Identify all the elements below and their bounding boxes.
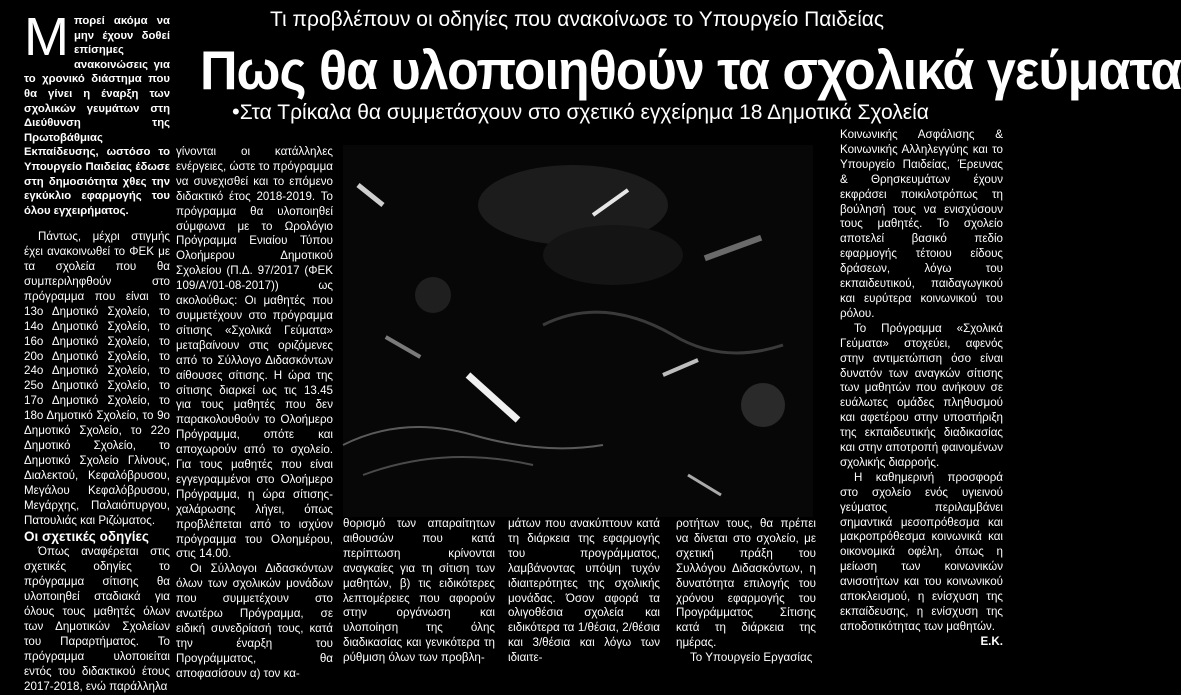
article-photo xyxy=(343,145,813,517)
paragraph: Όπως αναφέρεται στις σχετικές οδηγίες το πρόγραμμα σίτισης θα υλοποιηθεί σταδιακά για όλους τους μαθητές όλων των Δημοτικών Σχολείων του Παραρτήματος. Το πρόγραμμα υλοποιείται εντός του διδακτικού έτους 2017-2018, ενώ παράλληλα xyxy=(24,545,170,693)
subheadline xyxy=(232,98,992,127)
paragraph: γίνονται οι κατάλληλες ενέργειες, ώστε το πρόγραμμα να συνεχισθεί και το επόμενο διδακτικό έτος 2018-2019. Το πρόγραμμα θα υλοποιηθεί σύμφωνα με το Ωρολόγιο Πρόγραμμα Ενιαίου Τύπου Ολοήμερου Δημοτικού Σχολείου (Π.Δ. 97/2017 (ΦΕΚ 109/Α'/01-08-2017)) ως ακολούθως: Οι μαθητές που συμμετέχουν στο πρόγραμμα σίτισης «Σχολικά Γεύματα» μεταβαίνουν στις οριζόμενες από το Σύλλογο Διδασκόντων αίθουσες σίτισης. Η ώρα της σίτισης διαρκεί ως τις 13.45 για τους μαθητές που δεν παρακολουθούν το Ολοήμερο Πρόγραμμα, οπότε και αποχωρούν από το σχολείο. Για τους μαθητές που είναι εγγεγραμμένοι στο Ολοήμερο Πρόγραμμα, η ώρα σίτισης-χαλάρωσης λήγει, όπως προβλέπεται από το ισχύον πρόγραμμα του Ολοημέρου, στις 14.00. xyxy=(176,145,333,561)
bullet: • xyxy=(232,99,240,124)
author-signature: Ε.Κ. xyxy=(980,634,1003,648)
column-5 xyxy=(676,517,816,666)
paragraph: Οι Σύλλογοι Διδασκόντων όλων των σχολικών μονάδων που συμμετέχουν στο ανωτέρω Πρόγραμμα, σε ειδική συνεδρίασή τους, κατά την έναρξη του Προγράμματος, θα αποφασίσουν α) τον κα- xyxy=(176,562,333,680)
paragraph: Κοινωνικής Ασφάλισης & Κοινωνικής Αλληλεγγύης και το Υπουργείο Παιδείας, Έρευνας & Θρησκευμάτων έχουν εκφράσει ποικιλοτρόπως τη βούλησή τους να ενισχύσουν τους μαθητές. Το σχολείο αποτελεί βασικό πεδίο εφαρμογής τέτοιου είδους δράσεων, λόγω του εκπαιδευτικού, παιδαγωγικού και ευρύτερα κοινωνικού του ρόλου. xyxy=(840,128,1003,320)
paragraph: ροτήτων τους, θα πρέπει να δίνεται στο σχολείο, με σχετική πράξη του Συλλόγου Διδασκόντων, η δυνατότητα επιλογής του χρόνου εφαρμογής του Προγράμματος Σίτισης κατά τη διάρκεια της ημέρας. xyxy=(676,517,816,650)
paragraph: Το Υπουργείο Εργασίας xyxy=(690,651,813,665)
headline: Πως θα υλοποιηθούν τα σχολικά γεύματα xyxy=(200,40,1181,102)
column-4 xyxy=(508,517,660,666)
lead-paragraph xyxy=(24,7,170,218)
subheadline-text: Στα Τρίκαλα θα συμμετάσχουν στο σχετικό εγχείρημα 18 Δημοτικά Σχολεία xyxy=(239,101,929,124)
drop-cap: Μ xyxy=(24,7,69,67)
section-heading: Οι σχετικές οδηγίες xyxy=(24,529,149,545)
paragraph: θορισμό των απαραίτητων αιθουσών που κατά περίπτωση κρίνονται αναγκαίες για τη σίτιση των μαθητών, β) τις ειδικότερες λεπτομέρειες που αφορούν στην οργάνωση και υλοποίηση της όλης διαδικασίας και γενικότερα τη ρύθμιση όλων των προβλη- xyxy=(343,517,495,665)
paragraph: Πάντως, μέχρι στιγμής έχει ανακοινωθεί το ΦΕΚ με τα σχολεία που θα συμπεριληφθούν στο πρόγραμμα που είναι το 13ο Δημοτικό Σχολείο, το 14ο Δημοτικό Σχολείο, το 16ο Δημοτικό Σχολείο, το 20ο Δημοτικό Σχολείο, το 24ο Δημοτικό Σχολείο, το 25ο Δημοτικό Σχολείο, το 17ο Δημοτικό Σχολείο, το 18ο Δημοτικό Σχολείο, το 9ο Δημοτικό Σχολείο, το 22ο Δημοτικό Σχολείο, το Δημοτικό Σχολείο Γλίνους, Διαλεκτού, Κεφαλόβρυσου, Μεγάλου Κεφαλόβρυσου, Μεγάρχης, Παλαιόπυργου, Πατουλιάς και Ριζώματος. xyxy=(24,230,170,527)
lead-text: πορεί ακόμα να μην έχουν δοθεί επίσημες ανακοινώσεις για το χρονικό διάστημα που θα γίνει η έναρξη των σχολικών γευμάτων στη Διεύθυνση της Πρωτοβάθμιας Εκπαίδευσης, ωστόσο το Υπουργείο Παιδείας έδωσε στη δημοσιότητα χθες την εγκύκλιο εφαρμογής του όλου εγχειρήματος. xyxy=(24,15,170,217)
paragraph: Η καθημερινή προσφορά στο σχολείο ενός υγιεινού γεύματος περιλαμβάνει σημαντικά μεσοπρόθεσμα και μακροπρόθεσμα κοινωνικά και οικονομικά οφέλη, όπως η μείωση των κοινωνικών ανισοτήτων και του κοινωνικού αποκλεισμού, η ενίσχυση της εκπαίδευσης, η ενίσχυση της αποδοτικότητας των μαθητών. xyxy=(840,470,1003,633)
column-2 xyxy=(176,145,333,682)
paragraph: μάτων που ανακύπτουν κατά τη διάρκεια της εφαρμογής του προγράμματος, λαμβάνοντας υπόψη τυχόν ιδιαιτερότητες της σχολικής μονάδας. Όσον αφορά τα ολιγοθέσια σχολεία και ειδικότερα τα 1/θέσια, 2/θέσια και 3/θέσια και λόγω των ιδιαιτε- xyxy=(508,517,660,665)
column-3 xyxy=(343,517,495,666)
column-6 xyxy=(840,128,1003,650)
column-1 xyxy=(24,7,170,695)
kicker: Τι προβλέπουν οι οδηγίες που ανακοίνωσε το Υπουργείο Παιδείας xyxy=(270,8,885,31)
paragraph: Το Πρόγραμμα «Σχολικά Γεύματα» στοχεύει, αφενός στην αντιμετώπιση όσο είναι δυνατόν των αναγκών σίτισης των μαθητών που ανήκουν σε ευάλωτες ομάδες πληθυσμού και αφετέρου στην υποστήριξη της εκπαιδευτικής διαδικασίας και στην αποτροπή φαινομένων σχολικής διαρροής. xyxy=(840,321,1003,469)
dark-photo-illustration xyxy=(343,145,813,517)
